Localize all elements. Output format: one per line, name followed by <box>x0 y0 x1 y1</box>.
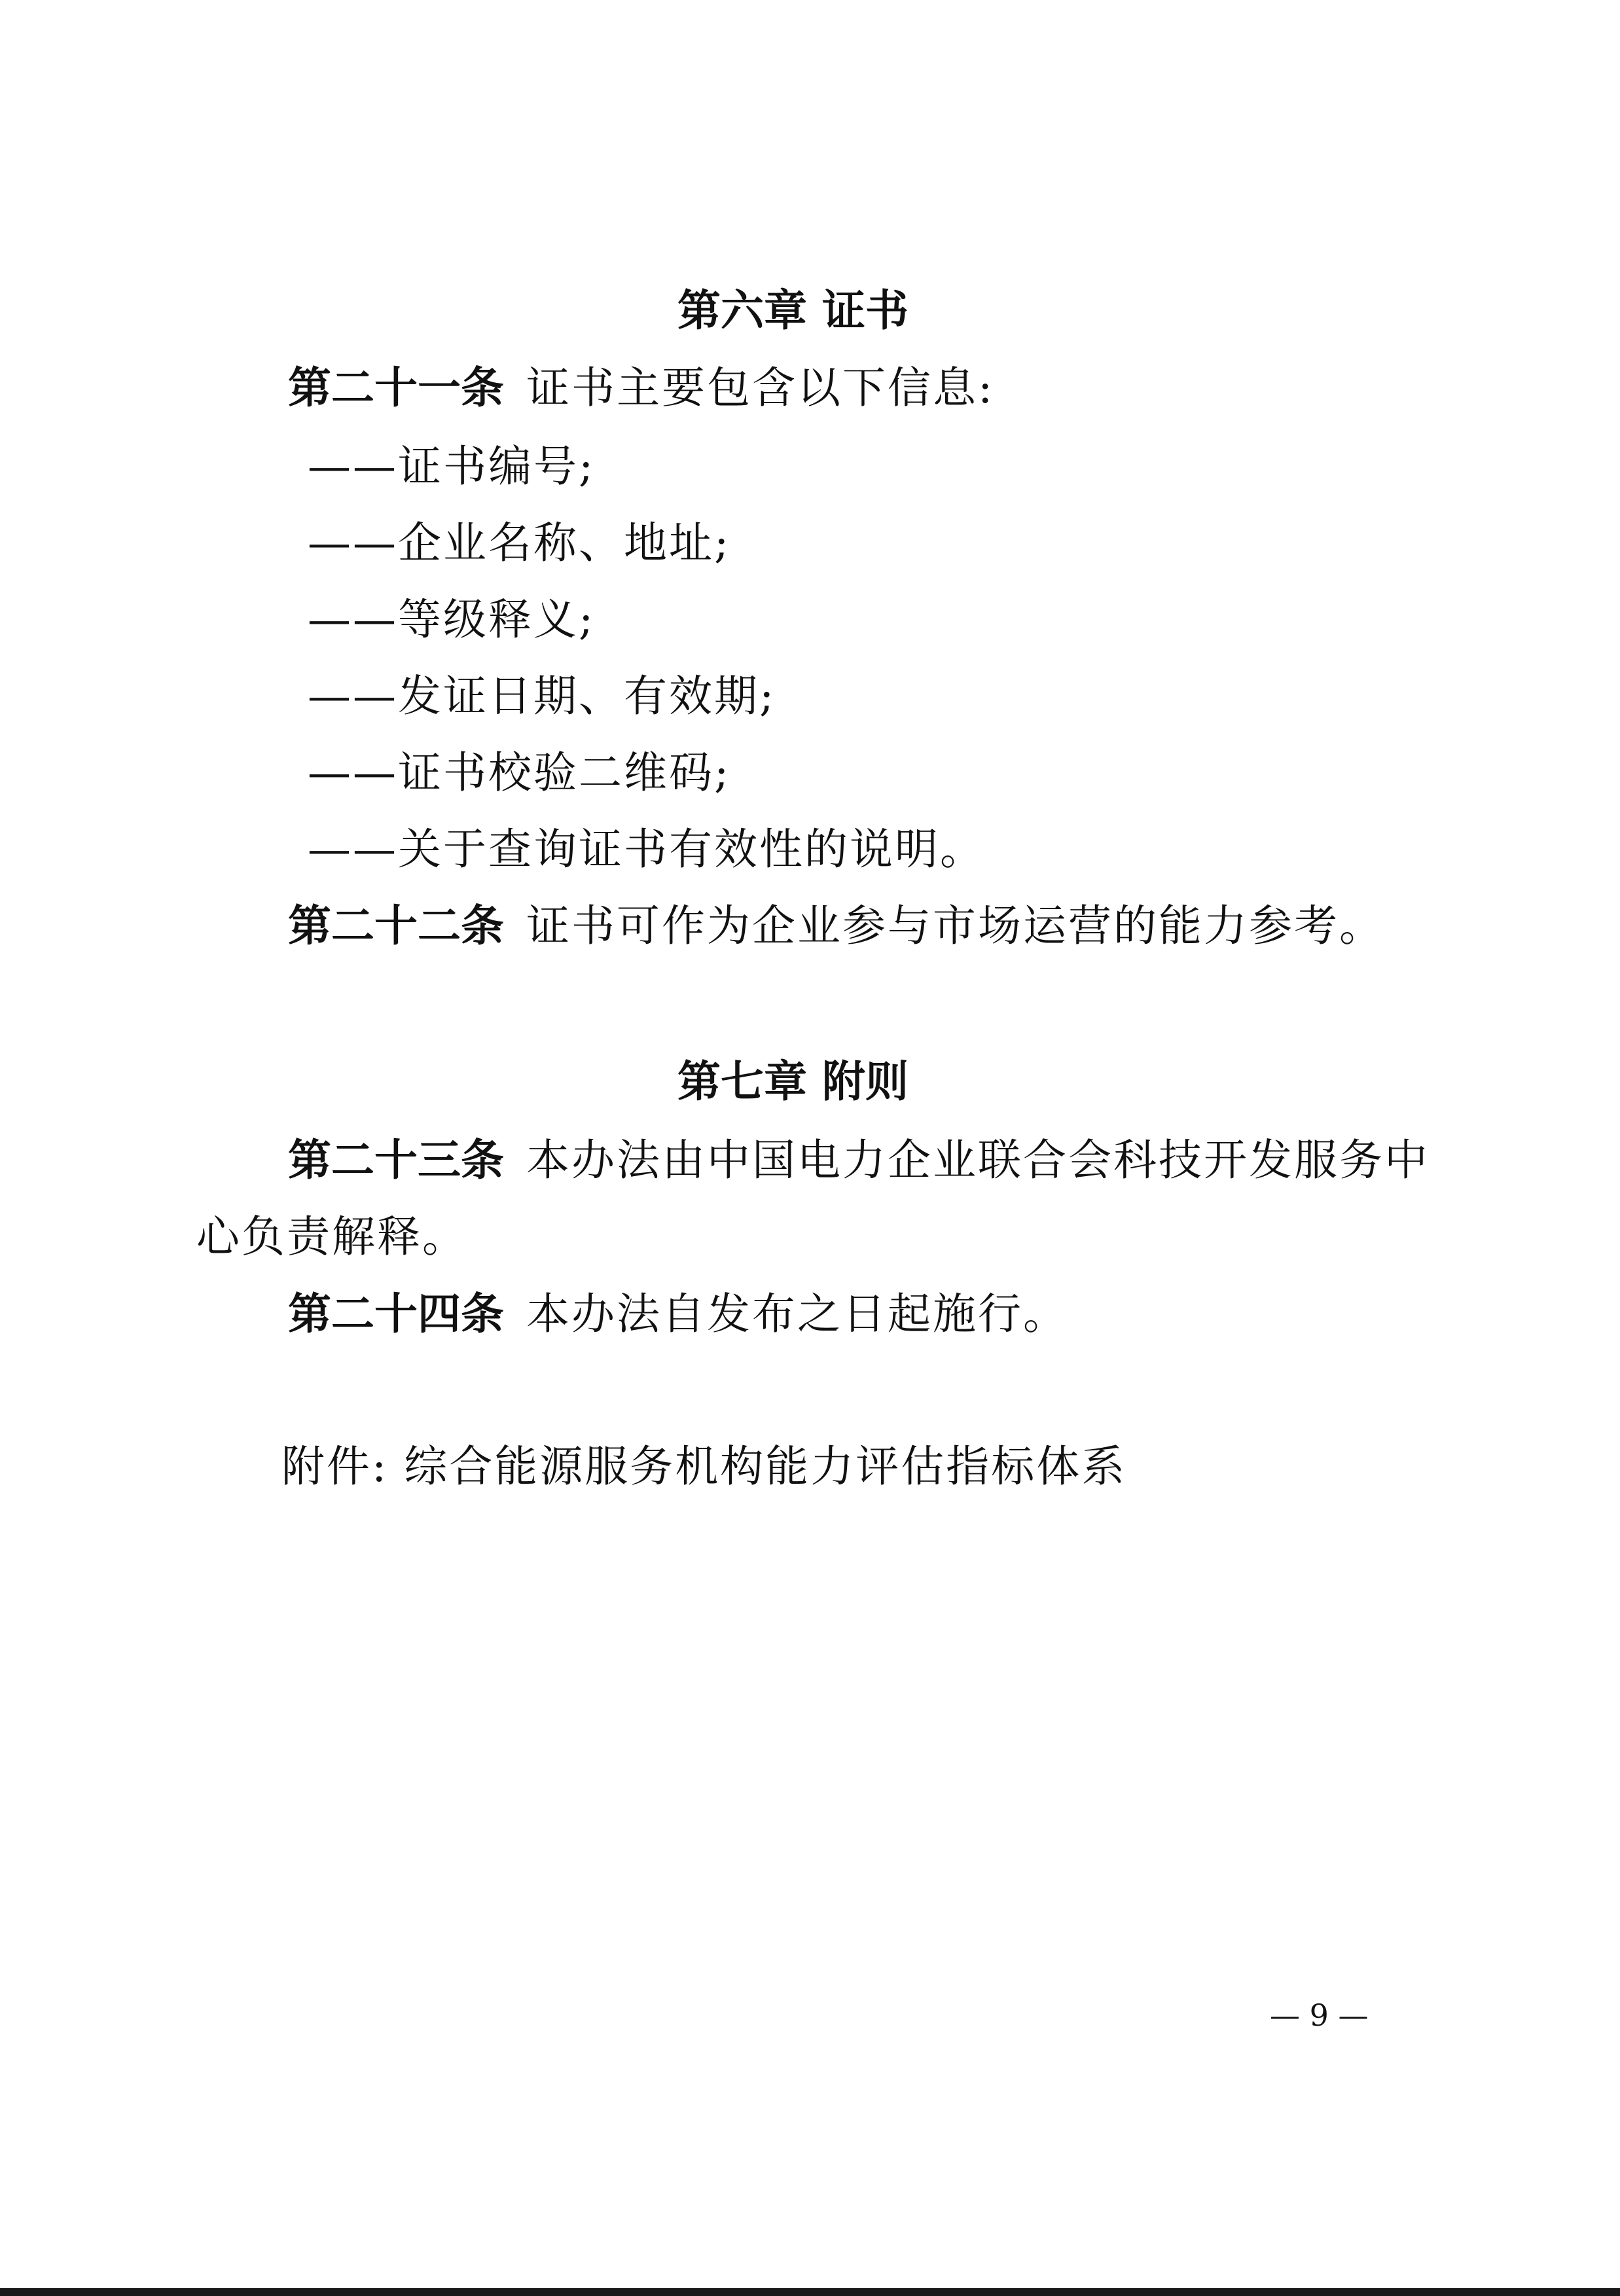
article23-label: 第二十三条 <box>288 1135 504 1185</box>
attachment-line: 附件: 综合能源服务机构能力评估指标体系 <box>281 1441 1127 1492</box>
article24 <box>288 1289 1068 1339</box>
article23 <box>288 1135 1430 1185</box>
list-item: ——证书编号; <box>308 441 596 492</box>
article23-text-line1: 本办法由中国电力企业联合会科技开发服务中 <box>526 1135 1430 1185</box>
article22 <box>288 901 1384 951</box>
article21 <box>288 363 995 413</box>
list-item: ——发证日期、有效期; <box>308 671 776 721</box>
list-item: ——证书校验二维码; <box>308 747 731 798</box>
chapter7-title: 第七章 附则 <box>677 1056 909 1107</box>
article21-text: 证书主要包含以下信息: <box>526 363 995 413</box>
article22-label: 第二十二条 <box>288 901 504 951</box>
article24-text: 本办法自发布之日起施行。 <box>526 1289 1068 1339</box>
scan-bottom-edge <box>0 2288 1620 2296</box>
chapter6-title: 第六章 证书 <box>677 285 909 336</box>
list-item: ——企业名称、地址; <box>308 518 731 568</box>
article23-text-line2: 心负责解释。 <box>196 1211 467 1262</box>
list-item: ——等级释义; <box>308 594 596 645</box>
article21-label: 第二十一条 <box>288 363 504 413</box>
page-number: — 9 — <box>1270 1998 1369 2033</box>
article24-label: 第二十四条 <box>288 1289 504 1339</box>
article22-text: 证书可作为企业参与市场运营的能力参考。 <box>526 901 1384 951</box>
list-item: ——关于查询证书有效性的说明。 <box>308 824 985 874</box>
